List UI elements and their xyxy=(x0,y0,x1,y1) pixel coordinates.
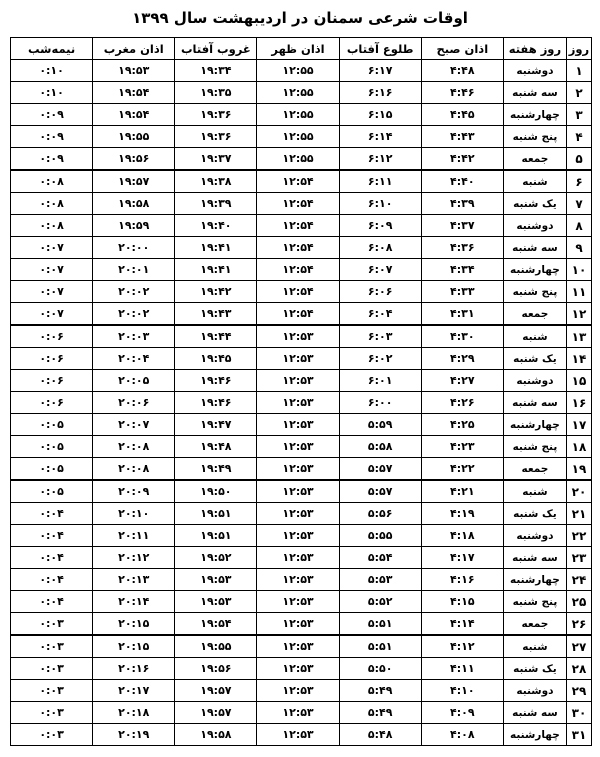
cell-day: ۲۰ xyxy=(566,480,591,503)
cell-weekday: سه شنبه xyxy=(503,392,566,414)
cell-midnight: ۰:۱۰ xyxy=(11,60,93,82)
table-row xyxy=(11,392,592,414)
cell-midnight: ۰:۰۴ xyxy=(11,525,93,547)
cell-weekday: پنج شنبه xyxy=(503,281,566,303)
cell-midnight: ۰:۰۴ xyxy=(11,547,93,569)
cell-sunrise: ۶:۱۶ xyxy=(339,82,421,104)
cell-sunrise: ۵:۵۶ xyxy=(339,503,421,525)
cell-dhuhr: ۱۲:۵۴ xyxy=(257,215,339,237)
cell-midnight: ۰:۰۳ xyxy=(11,702,93,724)
cell-sunset: ۱۹:۴۷ xyxy=(175,414,257,436)
cell-weekday: پنج شنبه xyxy=(503,436,566,458)
cell-maghrib: ۲۰:۰۹ xyxy=(93,480,175,503)
cell-fajr: ۴:۴۶ xyxy=(421,82,503,104)
cell-maghrib: ۲۰:۱۰ xyxy=(93,503,175,525)
cell-dhuhr: ۱۲:۵۳ xyxy=(257,370,339,392)
cell-sunset: ۱۹:۴۶ xyxy=(175,370,257,392)
cell-midnight: ۰:۰۳ xyxy=(11,635,93,658)
cell-sunset: ۱۹:۳۶ xyxy=(175,126,257,148)
table-row xyxy=(11,148,592,171)
cell-maghrib: ۲۰:۰۸ xyxy=(93,436,175,458)
cell-sunrise: ۵:۵۷ xyxy=(339,458,421,481)
cell-weekday: دوشنبه xyxy=(503,60,566,82)
cell-sunset: ۱۹:۵۳ xyxy=(175,591,257,613)
cell-sunset: ۱۹:۳۸ xyxy=(175,170,257,193)
cell-sunrise: ۶:۰۹ xyxy=(339,215,421,237)
cell-sunrise: ۵:۵۲ xyxy=(339,591,421,613)
cell-midnight: ۰:۰۷ xyxy=(11,237,93,259)
cell-fajr: ۴:۳۶ xyxy=(421,237,503,259)
cell-day: ۱۶ xyxy=(566,392,591,414)
cell-dhuhr: ۱۲:۵۳ xyxy=(257,458,339,481)
cell-fajr: ۴:۴۸ xyxy=(421,60,503,82)
cell-weekday: سه شنبه xyxy=(503,82,566,104)
cell-day: ۲۲ xyxy=(566,525,591,547)
cell-sunrise: ۵:۵۰ xyxy=(339,658,421,680)
cell-maghrib: ۲۰:۱۲ xyxy=(93,547,175,569)
cell-weekday: یک شنبه xyxy=(503,348,566,370)
cell-dhuhr: ۱۲:۵۴ xyxy=(257,303,339,326)
cell-weekday: پنج شنبه xyxy=(503,591,566,613)
cell-day: ۳ xyxy=(566,104,591,126)
cell-maghrib: ۱۹:۵۸ xyxy=(93,193,175,215)
table-row xyxy=(11,458,592,481)
cell-maghrib: ۲۰:۱۸ xyxy=(93,702,175,724)
cell-day: ۳۰ xyxy=(566,702,591,724)
cell-sunrise: ۶:۱۰ xyxy=(339,193,421,215)
cell-sunset: ۱۹:۴۴ xyxy=(175,325,257,348)
cell-maghrib: ۲۰:۰۸ xyxy=(93,458,175,481)
cell-weekday: سه شنبه xyxy=(503,702,566,724)
header-sunset: غروب آفتاب xyxy=(175,38,257,60)
cell-maghrib: ۲۰:۰۵ xyxy=(93,370,175,392)
table-row xyxy=(11,525,592,547)
cell-sunrise: ۵:۵۴ xyxy=(339,547,421,569)
prayer-times-table xyxy=(10,37,592,746)
cell-day: ۵ xyxy=(566,148,591,171)
cell-day: ۸ xyxy=(566,215,591,237)
cell-midnight: ۰:۰۷ xyxy=(11,259,93,281)
cell-sunset: ۱۹:۳۴ xyxy=(175,60,257,82)
cell-dhuhr: ۱۲:۵۳ xyxy=(257,635,339,658)
cell-weekday: جمعه xyxy=(503,613,566,636)
cell-sunrise: ۵:۴۹ xyxy=(339,680,421,702)
cell-sunset: ۱۹:۴۰ xyxy=(175,215,257,237)
cell-midnight: ۰:۰۳ xyxy=(11,658,93,680)
cell-fajr: ۴:۰۹ xyxy=(421,702,503,724)
cell-dhuhr: ۱۲:۵۴ xyxy=(257,259,339,281)
cell-day: ۶ xyxy=(566,170,591,193)
cell-sunrise: ۶:۰۸ xyxy=(339,237,421,259)
cell-maghrib: ۱۹:۵۴ xyxy=(93,104,175,126)
cell-day: ۲۹ xyxy=(566,680,591,702)
cell-sunset: ۱۹:۴۹ xyxy=(175,458,257,481)
cell-dhuhr: ۱۲:۵۴ xyxy=(257,237,339,259)
cell-fajr: ۴:۲۵ xyxy=(421,414,503,436)
cell-day: ۲۵ xyxy=(566,591,591,613)
cell-midnight: ۰:۰۴ xyxy=(11,503,93,525)
cell-maghrib: ۲۰:۱۹ xyxy=(93,724,175,746)
cell-dhuhr: ۱۲:۵۵ xyxy=(257,126,339,148)
table-row xyxy=(11,104,592,126)
table-row xyxy=(11,281,592,303)
cell-maghrib: ۱۹:۵۹ xyxy=(93,215,175,237)
cell-fajr: ۴:۱۵ xyxy=(421,591,503,613)
cell-day: ۱۰ xyxy=(566,259,591,281)
cell-midnight: ۰:۰۳ xyxy=(11,613,93,636)
cell-fajr: ۴:۱۲ xyxy=(421,635,503,658)
cell-fajr: ۴:۳۳ xyxy=(421,281,503,303)
cell-dhuhr: ۱۲:۵۵ xyxy=(257,148,339,171)
cell-sunrise: ۵:۴۹ xyxy=(339,702,421,724)
cell-sunset: ۱۹:۴۶ xyxy=(175,392,257,414)
cell-sunrise: ۵:۵۳ xyxy=(339,569,421,591)
cell-sunset: ۱۹:۴۳ xyxy=(175,303,257,326)
cell-weekday: چهارشنبه xyxy=(503,259,566,281)
cell-midnight: ۰:۰۵ xyxy=(11,414,93,436)
cell-sunset: ۱۹:۵۸ xyxy=(175,724,257,746)
table-row xyxy=(11,237,592,259)
cell-day: ۱۲ xyxy=(566,303,591,326)
table-row xyxy=(11,82,592,104)
cell-fajr: ۴:۲۹ xyxy=(421,348,503,370)
header-dhuhr: اذان ظهر xyxy=(257,38,339,60)
cell-day: ۲۴ xyxy=(566,569,591,591)
cell-weekday: دوشنبه xyxy=(503,525,566,547)
cell-dhuhr: ۱۲:۵۳ xyxy=(257,325,339,348)
cell-fajr: ۴:۱۸ xyxy=(421,525,503,547)
table-row xyxy=(11,259,592,281)
cell-maghrib: ۱۹:۵۷ xyxy=(93,170,175,193)
cell-maghrib: ۲۰:۰۶ xyxy=(93,392,175,414)
cell-midnight: ۰:۰۹ xyxy=(11,104,93,126)
cell-maghrib: ۲۰:۱۵ xyxy=(93,613,175,636)
cell-fajr: ۴:۱۱ xyxy=(421,658,503,680)
cell-maghrib: ۲۰:۰۴ xyxy=(93,348,175,370)
header-day: روز xyxy=(566,38,591,60)
cell-day: ۲۶ xyxy=(566,613,591,636)
cell-weekday: پنج شنبه xyxy=(503,126,566,148)
cell-maghrib: ۲۰:۱۴ xyxy=(93,591,175,613)
table-row xyxy=(11,613,592,636)
cell-sunset: ۱۹:۵۱ xyxy=(175,525,257,547)
cell-weekday: جمعه xyxy=(503,303,566,326)
cell-sunset: ۱۹:۴۲ xyxy=(175,281,257,303)
cell-maghrib: ۱۹:۵۴ xyxy=(93,82,175,104)
cell-weekday: شنبه xyxy=(503,635,566,658)
table-row xyxy=(11,569,592,591)
cell-day: ۱۷ xyxy=(566,414,591,436)
cell-dhuhr: ۱۲:۵۳ xyxy=(257,503,339,525)
cell-midnight: ۰:۰۷ xyxy=(11,281,93,303)
cell-dhuhr: ۱۲:۵۳ xyxy=(257,392,339,414)
table-row xyxy=(11,193,592,215)
cell-sunrise: ۶:۰۲ xyxy=(339,348,421,370)
table-row xyxy=(11,658,592,680)
cell-midnight: ۰:۰۴ xyxy=(11,591,93,613)
cell-sunrise: ۶:۱۱ xyxy=(339,170,421,193)
table-row xyxy=(11,126,592,148)
cell-sunset: ۱۹:۵۷ xyxy=(175,680,257,702)
cell-day: ۲۸ xyxy=(566,658,591,680)
header-weekday: روز هفته xyxy=(503,38,566,60)
cell-midnight: ۰:۰۶ xyxy=(11,348,93,370)
cell-dhuhr: ۱۲:۵۴ xyxy=(257,193,339,215)
cell-midnight: ۰:۰۸ xyxy=(11,215,93,237)
table-row xyxy=(11,724,592,746)
cell-sunrise: ۵:۵۱ xyxy=(339,613,421,636)
cell-weekday: دوشنبه xyxy=(503,680,566,702)
page-title: اوقات شرعی سمنان در اردیبهشت سال ۱۳۹۹ xyxy=(132,9,468,27)
cell-maghrib: ۲۰:۰۲ xyxy=(93,281,175,303)
cell-sunrise: ۶:۱۷ xyxy=(339,60,421,82)
cell-maghrib: ۱۹:۵۳ xyxy=(93,60,175,82)
cell-midnight: ۰:۰۸ xyxy=(11,193,93,215)
cell-midnight: ۰:۰۶ xyxy=(11,370,93,392)
cell-day: ۱۹ xyxy=(566,458,591,481)
cell-sunset: ۱۹:۳۷ xyxy=(175,148,257,171)
cell-fajr: ۴:۲۳ xyxy=(421,436,503,458)
cell-day: ۲۱ xyxy=(566,503,591,525)
cell-dhuhr: ۱۲:۵۳ xyxy=(257,591,339,613)
cell-midnight: ۰:۰۷ xyxy=(11,303,93,326)
cell-dhuhr: ۱۲:۵۳ xyxy=(257,613,339,636)
table-row xyxy=(11,591,592,613)
table-body xyxy=(11,60,592,746)
cell-maghrib: ۲۰:۱۳ xyxy=(93,569,175,591)
cell-midnight: ۰:۰۵ xyxy=(11,458,93,481)
cell-day: ۱۸ xyxy=(566,436,591,458)
cell-sunrise: ۶:۰۳ xyxy=(339,325,421,348)
table-row xyxy=(11,348,592,370)
cell-sunset: ۱۹:۳۹ xyxy=(175,193,257,215)
header-row xyxy=(11,38,592,60)
cell-weekday: شنبه xyxy=(503,480,566,503)
cell-weekday: سه شنبه xyxy=(503,547,566,569)
cell-day: ۱ xyxy=(566,60,591,82)
cell-sunset: ۱۹:۴۸ xyxy=(175,436,257,458)
cell-sunset: ۱۹:۵۵ xyxy=(175,635,257,658)
cell-weekday: چهارشنبه xyxy=(503,104,566,126)
cell-fajr: ۴:۴۳ xyxy=(421,126,503,148)
cell-maghrib: ۲۰:۰۳ xyxy=(93,325,175,348)
cell-dhuhr: ۱۲:۵۳ xyxy=(257,569,339,591)
table-row xyxy=(11,702,592,724)
cell-maghrib: ۲۰:۰۰ xyxy=(93,237,175,259)
cell-midnight: ۰:۰۵ xyxy=(11,480,93,503)
cell-sunrise: ۶:۱۲ xyxy=(339,148,421,171)
cell-maghrib: ۲۰:۱۱ xyxy=(93,525,175,547)
cell-dhuhr: ۱۲:۵۳ xyxy=(257,525,339,547)
cell-weekday: شنبه xyxy=(503,325,566,348)
cell-sunrise: ۵:۵۹ xyxy=(339,414,421,436)
cell-midnight: ۰:۰۵ xyxy=(11,436,93,458)
cell-sunrise: ۶:۰۴ xyxy=(339,303,421,326)
cell-fajr: ۴:۲۲ xyxy=(421,458,503,481)
cell-weekday: یک شنبه xyxy=(503,503,566,525)
cell-weekday: شنبه xyxy=(503,170,566,193)
cell-sunrise: ۵:۴۸ xyxy=(339,724,421,746)
cell-sunrise: ۶:۱۴ xyxy=(339,126,421,148)
cell-fajr: ۴:۴۵ xyxy=(421,104,503,126)
cell-fajr: ۴:۱۷ xyxy=(421,547,503,569)
cell-weekday: چهارشنبه xyxy=(503,414,566,436)
table-row xyxy=(11,170,592,193)
cell-dhuhr: ۱۲:۵۵ xyxy=(257,104,339,126)
cell-weekday: جمعه xyxy=(503,148,566,171)
cell-dhuhr: ۱۲:۵۳ xyxy=(257,702,339,724)
cell-midnight: ۰:۰۹ xyxy=(11,148,93,171)
cell-sunset: ۱۹:۵۷ xyxy=(175,702,257,724)
cell-sunrise: ۶:۰۱ xyxy=(339,370,421,392)
cell-sunrise: ۶:۰۰ xyxy=(339,392,421,414)
cell-sunset: ۱۹:۵۱ xyxy=(175,503,257,525)
cell-fajr: ۴:۳۰ xyxy=(421,325,503,348)
cell-sunset: ۱۹:۵۳ xyxy=(175,569,257,591)
cell-weekday: جمعه xyxy=(503,458,566,481)
cell-midnight: ۰:۰۳ xyxy=(11,680,93,702)
cell-fajr: ۴:۲۶ xyxy=(421,392,503,414)
cell-fajr: ۴:۴۰ xyxy=(421,170,503,193)
table-row xyxy=(11,635,592,658)
cell-fajr: ۴:۱۴ xyxy=(421,613,503,636)
cell-sunset: ۱۹:۳۶ xyxy=(175,104,257,126)
table-row xyxy=(11,60,592,82)
cell-sunrise: ۵:۵۷ xyxy=(339,480,421,503)
cell-dhuhr: ۱۲:۵۳ xyxy=(257,480,339,503)
cell-day: ۲۷ xyxy=(566,635,591,658)
cell-day: ۷ xyxy=(566,193,591,215)
cell-sunset: ۱۹:۴۵ xyxy=(175,348,257,370)
cell-sunset: ۱۹:۵۶ xyxy=(175,658,257,680)
cell-dhuhr: ۱۲:۵۳ xyxy=(257,547,339,569)
cell-maghrib: ۲۰:۱۵ xyxy=(93,635,175,658)
cell-dhuhr: ۱۲:۵۵ xyxy=(257,60,339,82)
cell-fajr: ۴:۲۷ xyxy=(421,370,503,392)
cell-maghrib: ۲۰:۰۲ xyxy=(93,303,175,326)
cell-sunset: ۱۹:۵۲ xyxy=(175,547,257,569)
cell-midnight: ۰:۰۳ xyxy=(11,724,93,746)
cell-dhuhr: ۱۲:۵۳ xyxy=(257,724,339,746)
cell-maghrib: ۲۰:۰۷ xyxy=(93,414,175,436)
cell-fajr: ۴:۰۸ xyxy=(421,724,503,746)
cell-fajr: ۴:۳۴ xyxy=(421,259,503,281)
cell-weekday: دوشنبه xyxy=(503,215,566,237)
cell-fajr: ۴:۳۹ xyxy=(421,193,503,215)
cell-fajr: ۴:۳۷ xyxy=(421,215,503,237)
header-fajr: اذان صبح xyxy=(421,38,503,60)
cell-midnight: ۰:۰۴ xyxy=(11,569,93,591)
header-sunrise: طلوع آفتاب xyxy=(339,38,421,60)
cell-sunrise: ۵:۵۱ xyxy=(339,635,421,658)
cell-maghrib: ۲۰:۱۷ xyxy=(93,680,175,702)
table-row xyxy=(11,480,592,503)
cell-day: ۹ xyxy=(566,237,591,259)
cell-weekday: چهارشنبه xyxy=(503,724,566,746)
cell-midnight: ۰:۰۸ xyxy=(11,170,93,193)
cell-dhuhr: ۱۲:۵۳ xyxy=(257,680,339,702)
cell-fajr: ۴:۳۱ xyxy=(421,303,503,326)
cell-sunset: ۱۹:۴۱ xyxy=(175,237,257,259)
table-row xyxy=(11,325,592,348)
cell-sunrise: ۵:۵۸ xyxy=(339,436,421,458)
cell-maghrib: ۱۹:۵۵ xyxy=(93,126,175,148)
cell-sunrise: ۶:۱۵ xyxy=(339,104,421,126)
cell-sunset: ۱۹:۳۵ xyxy=(175,82,257,104)
cell-day: ۱۴ xyxy=(566,348,591,370)
cell-dhuhr: ۱۲:۵۳ xyxy=(257,658,339,680)
cell-day: ۱۱ xyxy=(566,281,591,303)
table-row xyxy=(11,503,592,525)
cell-maghrib: ۲۰:۱۶ xyxy=(93,658,175,680)
cell-day: ۱۵ xyxy=(566,370,591,392)
cell-day: ۱۳ xyxy=(566,325,591,348)
table-row xyxy=(11,547,592,569)
cell-dhuhr: ۱۲:۵۴ xyxy=(257,281,339,303)
cell-midnight: ۰:۱۰ xyxy=(11,82,93,104)
cell-maghrib: ۱۹:۵۶ xyxy=(93,148,175,171)
cell-midnight: ۰:۰۹ xyxy=(11,126,93,148)
cell-day: ۲ xyxy=(566,82,591,104)
cell-fajr: ۴:۱۰ xyxy=(421,680,503,702)
cell-sunrise: ۶:۰۶ xyxy=(339,281,421,303)
cell-weekday: یک شنبه xyxy=(503,658,566,680)
cell-dhuhr: ۱۲:۵۵ xyxy=(257,82,339,104)
cell-sunset: ۱۹:۴۱ xyxy=(175,259,257,281)
header-midnight: نیمه‌شب xyxy=(11,38,93,60)
cell-day: ۴ xyxy=(566,126,591,148)
cell-weekday: یک شنبه xyxy=(503,193,566,215)
cell-midnight: ۰:۰۶ xyxy=(11,325,93,348)
cell-day: ۲۳ xyxy=(566,547,591,569)
cell-sunrise: ۵:۵۵ xyxy=(339,525,421,547)
cell-weekday: دوشنبه xyxy=(503,370,566,392)
cell-weekday: سه شنبه xyxy=(503,237,566,259)
cell-dhuhr: ۱۲:۵۳ xyxy=(257,348,339,370)
cell-fajr: ۴:۱۹ xyxy=(421,503,503,525)
table-row xyxy=(11,680,592,702)
cell-sunrise: ۶:۰۷ xyxy=(339,259,421,281)
cell-dhuhr: ۱۲:۵۳ xyxy=(257,436,339,458)
table-row xyxy=(11,303,592,326)
header-maghrib: اذان مغرب xyxy=(93,38,175,60)
table-row xyxy=(11,370,592,392)
cell-maghrib: ۲۰:۰۱ xyxy=(93,259,175,281)
cell-weekday: چهارشنبه xyxy=(503,569,566,591)
cell-fajr: ۴:۴۲ xyxy=(421,148,503,171)
cell-sunset: ۱۹:۵۴ xyxy=(175,613,257,636)
cell-dhuhr: ۱۲:۵۴ xyxy=(257,170,339,193)
table-row xyxy=(11,414,592,436)
cell-midnight: ۰:۰۶ xyxy=(11,392,93,414)
cell-sunset: ۱۹:۵۰ xyxy=(175,480,257,503)
table-row xyxy=(11,215,592,237)
cell-dhuhr: ۱۲:۵۳ xyxy=(257,414,339,436)
cell-fajr: ۴:۱۶ xyxy=(421,569,503,591)
cell-fajr: ۴:۲۱ xyxy=(421,480,503,503)
table-row xyxy=(11,436,592,458)
cell-day: ۳۱ xyxy=(566,724,591,746)
